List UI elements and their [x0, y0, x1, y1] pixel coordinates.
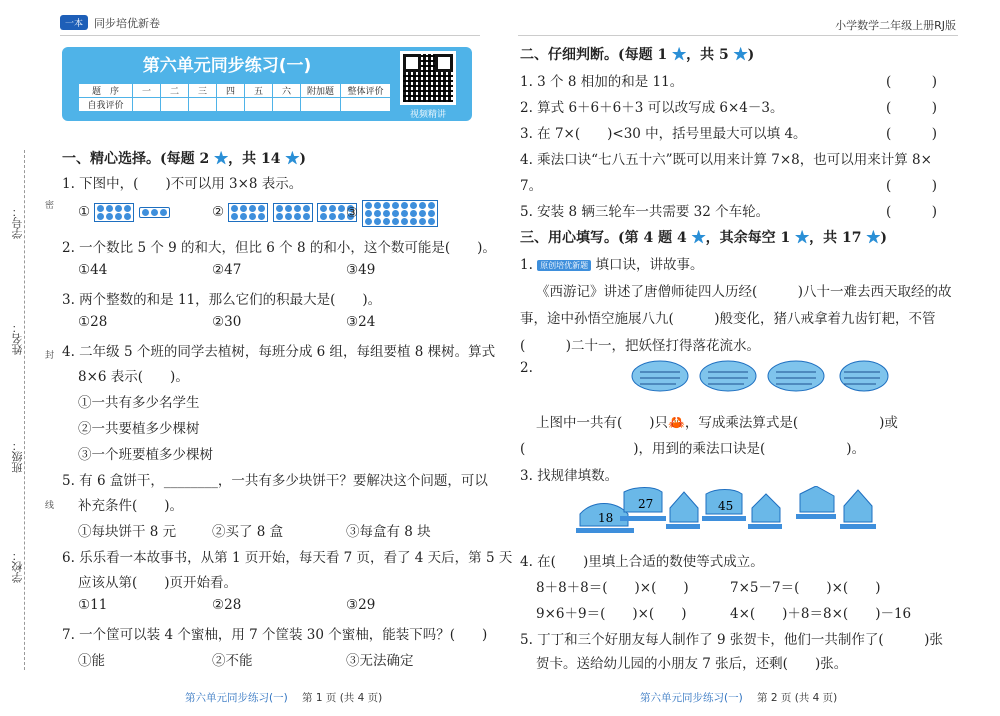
option-a[interactable]: ①每块饼干 8 元 [78, 524, 177, 540]
footer-page: 第 2 页 (共 4 页) [757, 692, 838, 704]
judge-item: 4. 乘法口诀“七八五十六”既可以用来计算 7×8，也可以用来计算 8× [520, 152, 932, 168]
table-cell: 附加题 [301, 84, 341, 98]
judge-item: 3. 在 7×( )<30 中，括号里最大可以填 4。 [520, 126, 807, 142]
question-stem: 8×6 表示( )。 [78, 369, 189, 385]
answer-paren[interactable]: ( ) [886, 74, 938, 90]
option-b[interactable]: ②30 [212, 314, 242, 330]
grade-label: 小学数学二年级上册RJ版 [835, 19, 956, 32]
fill-line: 事，途中孙悟空施展八九( )般变化，猪八戒拿着九齿钉耙，不管 [520, 311, 936, 327]
table-cell: 自我评价 [79, 98, 133, 112]
table-cell: 一 [133, 84, 161, 98]
table-cell[interactable] [301, 98, 341, 112]
option-b[interactable]: ② [212, 203, 357, 222]
fill-line: 《西游记》讲述了唐僧师徒四人历经( )八十一难去西天取经的故 [536, 284, 952, 300]
footer-title: 第六单元同步练习(一) [185, 692, 288, 704]
boat-number: 27 [638, 497, 654, 511]
fill-line: ( )，用到的乘法口诀是( )。 [520, 441, 866, 457]
boat-number: 18 [598, 511, 614, 525]
question-stem: 1. 下图中，( )不可以用 3×8 表示。 [62, 176, 303, 192]
option-a[interactable]: ①28 [78, 314, 108, 330]
series-title: 同步培优新卷 [94, 16, 161, 30]
id-label: 学号： [11, 206, 24, 239]
sailboats-picture [572, 486, 882, 538]
section-title: 三、用心填写。(第 4 题 4 ★，其余每空 1 ★，共 17 ★) [520, 230, 887, 246]
score-table [78, 83, 391, 112]
section-title: 二、仔细判断。(每题 1 ★，共 5 ★) [520, 47, 755, 63]
judge-item: 5. 安装 8 辆三轮车一共需要 32 个车轮。 [520, 204, 770, 220]
answer-paren[interactable]: ( ) [886, 126, 938, 142]
option-a[interactable]: ① [78, 203, 170, 222]
table-cell[interactable] [161, 98, 189, 112]
table-cell[interactable] [245, 98, 273, 112]
equation: 7×5－7＝( )×( ) [730, 580, 881, 596]
divider [60, 35, 480, 36]
new-question-tag: 原创培优新题 [537, 260, 591, 271]
option-c[interactable]: ③ [346, 200, 438, 227]
table-cell: 六 [273, 84, 301, 98]
fill-item: 5. 丁丁和三个好朋友每人制作了 9 张贺卡，他们一共制作了( )张 [520, 632, 943, 648]
option-a[interactable]: ①11 [78, 597, 108, 613]
qr-caption: 视频精讲 [409, 110, 446, 120]
judge-item: 1. 3 个 8 相加的和是 11。 [520, 74, 684, 90]
option-b[interactable]: ②47 [212, 262, 242, 278]
option-a[interactable]: ①能 [78, 653, 105, 669]
table-cell: 五 [245, 84, 273, 98]
fill-item: 4. 在( )里填上合适的数使等式成立。 [520, 554, 764, 570]
option-c[interactable]: ③无法确定 [346, 653, 414, 669]
option-a[interactable]: ①44 [78, 262, 108, 278]
judge-item: 7。 [520, 178, 543, 194]
name-label: 姓名： [11, 322, 24, 355]
option-c[interactable]: ③29 [346, 597, 376, 613]
judge-item: 2. 算式 6＋6＋6＋3 可以改写成 6×4－3。 [520, 100, 784, 116]
fill-line: 贺卡。送给幼儿园的小朋友 7 张后，还剩( )张。 [536, 656, 848, 672]
equation: 4×( )＋8＝8×( )－16 [730, 606, 912, 622]
table-cell: 三 [189, 84, 217, 98]
boat-number: 45 [718, 499, 734, 513]
question-stem: 7. 一个筐可以装 4 个蜜柚，用 7 个筐装 30 个蜜柚，能装下吗？( ) [62, 627, 488, 643]
equation: 9×6＋9＝( )×( ) [536, 606, 687, 622]
option-b[interactable]: ②买了 8 盒 [212, 524, 284, 540]
divider [518, 35, 958, 36]
footer-title: 第六单元同步练习(一) [640, 692, 743, 704]
school-label: 学校： [11, 550, 24, 583]
seal-mark: 封 [43, 350, 53, 359]
answer-paren[interactable]: ( ) [886, 100, 938, 116]
qr-code[interactable] [400, 51, 456, 105]
binding-strip [2, 150, 53, 670]
fill-line: 上图中一共有( )只🦀，写成乘法算式是( )或 [536, 415, 898, 431]
option-c[interactable]: ③一个班要植多少棵树 [78, 447, 213, 463]
fill-line: ( )二十一，把妖怪打得落花流水。 [520, 338, 761, 354]
question-stem: 应该从第( )页开始看。 [78, 575, 238, 591]
top-bar [60, 14, 480, 34]
table-cell: 整体评价 [341, 84, 391, 98]
question-stem: 补充条件( )。 [78, 498, 184, 514]
table-cell: 四 [217, 84, 245, 98]
fill-item: 1. 原创培优新题 填口诀，讲故事。 [520, 257, 704, 273]
option-c[interactable]: ③49 [346, 262, 376, 278]
option-c[interactable]: ③24 [346, 314, 376, 330]
section-title: 一、精心选择。(每题 2 ★，共 14 ★) [62, 151, 306, 167]
table-cell[interactable] [189, 98, 217, 112]
seal-mark: 密 [43, 200, 53, 209]
class-label: 班级： [11, 440, 24, 473]
table-cell: 二 [161, 84, 189, 98]
table-cell[interactable] [217, 98, 245, 112]
option-b[interactable]: ②28 [212, 597, 242, 613]
option-c[interactable]: ③每盒有 8 块 [346, 524, 431, 540]
answer-paren[interactable]: ( ) [886, 204, 938, 220]
question-stem: 5. 有 6 盒饼干，________，一共有多少块饼干？要解决这个问题，可以 [62, 473, 488, 489]
question-stem: 4. 二年级 5 个班的同学去植树，每班分成 6 组，每组要植 8 棵树。算式 [62, 344, 496, 360]
table-cell[interactable] [273, 98, 301, 112]
option-b[interactable]: ②一共要植多少棵树 [78, 421, 200, 437]
brand-logo: 一本 [60, 15, 88, 30]
crab-icon: 🦀 [668, 415, 685, 431]
seal-mark: 线 [43, 500, 53, 509]
answer-paren[interactable]: ( ) [886, 178, 938, 194]
fill-item: 3. 找规律填数。 [520, 468, 619, 484]
fill-item: 2. [520, 360, 533, 376]
footer-page: 第 1 页 (共 4 页) [302, 692, 383, 704]
equation: 8＋8＋8＝( )×( ) [536, 580, 689, 596]
option-b[interactable]: ②不能 [212, 653, 253, 669]
table-cell[interactable] [341, 98, 391, 112]
question-stem: 3. 两个整数的和是 11，那么它们的积最大是( )。 [62, 292, 382, 308]
bead-picture [139, 207, 170, 218]
question-stem: 2. 一个数比 5 个 9 的和大，但比 6 个 8 的和小，这个数可能是( )。 [62, 240, 496, 256]
page-title: 第六单元同步练习(一) [142, 56, 312, 76]
table-cell[interactable] [133, 98, 161, 112]
option-a[interactable]: ①一共有多少名学生 [78, 395, 200, 411]
question-stem: 6. 乐乐看一本故事书，从第 1 页开始，每天看 7 页，看了 4 天后，第 5 天 [62, 550, 513, 566]
table-cell: 题 序 [79, 84, 133, 98]
bead-picture [94, 203, 134, 222]
title-banner [62, 47, 472, 121]
crab-plates-picture [630, 358, 890, 394]
